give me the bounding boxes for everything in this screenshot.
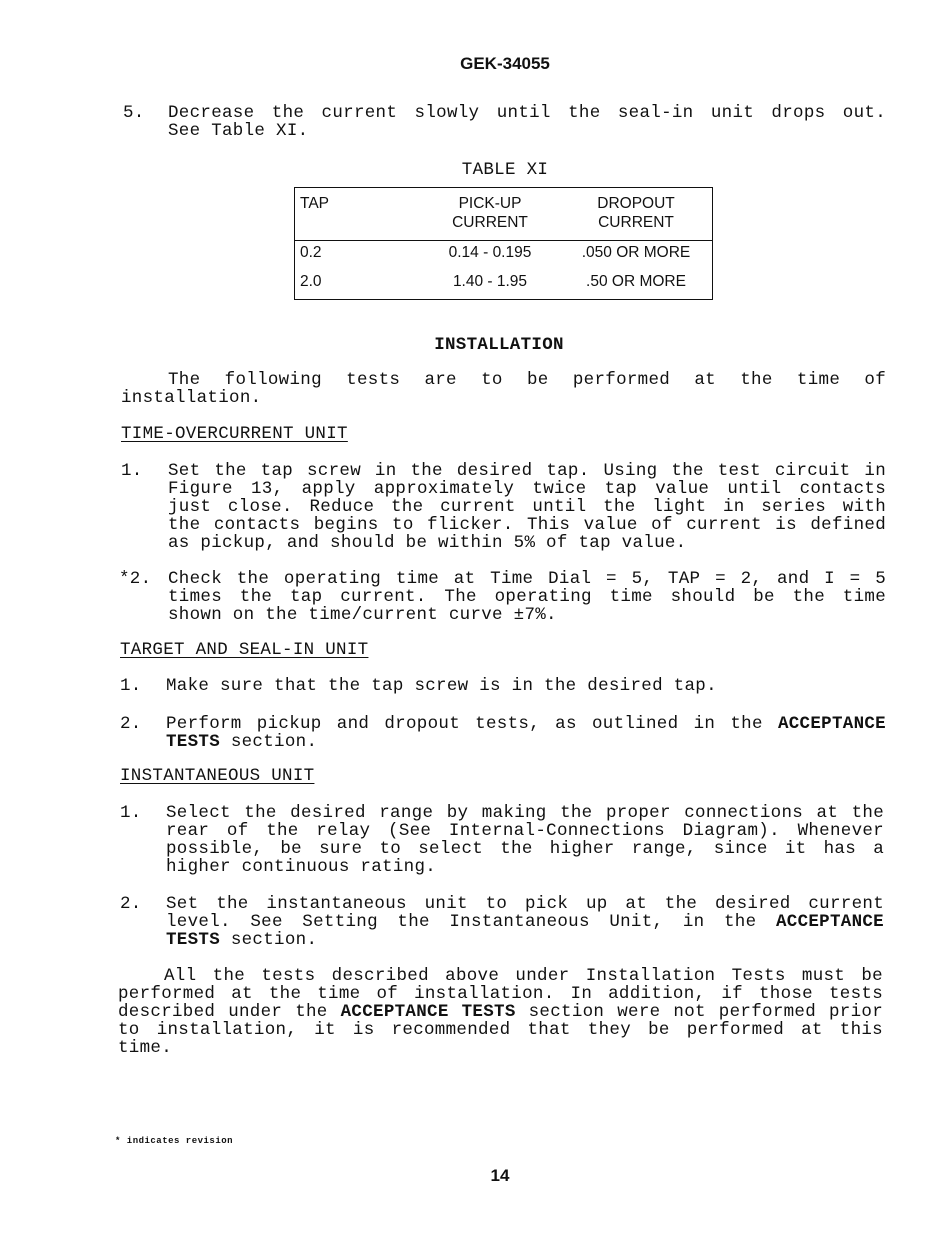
- closing-line: described under the ACCEPTANCE TESTS section were not performed prior: [118, 1002, 884, 1022]
- header-tap: TAP: [300, 195, 329, 212]
- toc-item-2-text: [168, 570, 886, 624]
- toc-item-1-line: as pickup, and should be within 5% of tap value.: [168, 533, 687, 553]
- step-5-line: Decrease the current slowly until the seal-in unit drops out.: [168, 103, 886, 123]
- inst-item-2-line: Set the instantaneous unit to pick up at the desired current: [166, 894, 884, 914]
- ts-item-2-number: 2.: [120, 714, 142, 734]
- table-cell: 2.0: [300, 273, 322, 290]
- inst-item-1-line: possible, be sure to select the higher range, since it has a: [166, 839, 884, 859]
- table-header-row: [295, 188, 713, 241]
- intro-line: The following tests are to be performed at the time of: [168, 370, 886, 390]
- step-5-line: See Table XI.: [168, 121, 309, 141]
- toc-item-2-number: *2.: [119, 569, 152, 589]
- toc-item-1-line: just close. Reduce the current until the light in series with: [168, 497, 886, 517]
- closing-line: to installation, it is recommended that they be performed at this: [118, 1020, 883, 1040]
- ts-item-2-line: TESTS section.: [166, 732, 318, 752]
- document-id: GEK-34055: [460, 54, 550, 73]
- toc-item-2-line: shown on the time/current curve ±7%.: [168, 605, 557, 625]
- table-title: TABLE XI: [461, 160, 549, 180]
- table-cell: .50 OR MORE: [586, 273, 686, 290]
- ts-item-1-number: 1.: [120, 676, 142, 696]
- ts-item-2-text: [166, 715, 886, 751]
- toc-item-1-number: 1.: [121, 461, 143, 481]
- inst-item-1-number: 1.: [120, 803, 142, 823]
- toc-item-2-line: Check the operating time at Time Dial = 5, TAP = 2, and I = 5: [168, 569, 886, 589]
- toc-item-1-text: [168, 462, 886, 552]
- table-row: [295, 270, 713, 300]
- closing-line: All the tests described above under Installation Tests must be: [164, 966, 883, 986]
- inst-item-1-line: higher continuous rating.: [166, 857, 437, 877]
- inst-item-2-line: level. See Setting the Instantaneous Unit, in the ACCEPTANCE: [166, 912, 884, 932]
- inst-item-2-number: 2.: [120, 894, 142, 914]
- inst-item-2-text: [166, 895, 884, 949]
- table-cell: .050 OR MORE: [560, 241, 713, 271]
- table-xi: [294, 187, 713, 300]
- step-5-number: 5.: [123, 103, 145, 123]
- target-sealin-heading: TARGET AND SEAL-IN UNIT: [120, 640, 369, 660]
- inst-item-1-text: [166, 804, 884, 876]
- ts-item-2-line: Perform pickup and dropout tests, as outlined in the ACCEPTANCE: [166, 714, 886, 734]
- inst-item-2-line: TESTS section.: [166, 930, 318, 950]
- installation-intro: [121, 371, 886, 407]
- closing-line: time.: [118, 1038, 173, 1058]
- installation-heading: INSTALLATION: [434, 335, 564, 355]
- ts-item-1-text: Make sure that the tap screw is in the desired tap.: [166, 676, 717, 696]
- header-pickup-current: PICK-UP CURRENT: [452, 195, 528, 231]
- page-number: 14: [490, 1166, 510, 1185]
- inst-item-1-line: Select the desired range by making the proper connections at the: [166, 803, 884, 823]
- step-5-text: [168, 104, 886, 140]
- toc-item-1-line: Set the tap screw in the desired tap. Using the test circuit in: [168, 461, 886, 481]
- table-cell: 0.14 - 0.195: [420, 241, 560, 271]
- instantaneous-heading: INSTANTANEOUS UNIT: [120, 766, 315, 786]
- toc-item-2-line: times the tap current. The operating time should be the time: [168, 587, 886, 607]
- table-cell: 0.2: [295, 241, 421, 271]
- closing-paragraph: [118, 967, 883, 1057]
- toc-item-1-line: the contacts begins to flicker. This value of current is defined: [168, 515, 886, 535]
- header-dropout-current: DROPOUT CURRENT: [597, 195, 675, 231]
- intro-line: installation.: [121, 388, 262, 408]
- toc-item-1-line: Figure 13, apply approximately twice tap value until contacts: [168, 479, 886, 499]
- footnote: * indicates revision: [115, 1136, 234, 1146]
- closing-line: performed at the time of installation. In addition, if those tests: [118, 984, 883, 1004]
- inst-item-1-line: rear of the relay (See Internal-Connections Diagram). Whenever: [166, 821, 884, 841]
- table-cell: 1.40 - 1.95: [452, 273, 528, 290]
- time-overcurrent-heading: TIME-OVERCURRENT UNIT: [121, 424, 348, 444]
- table-row: [295, 241, 713, 271]
